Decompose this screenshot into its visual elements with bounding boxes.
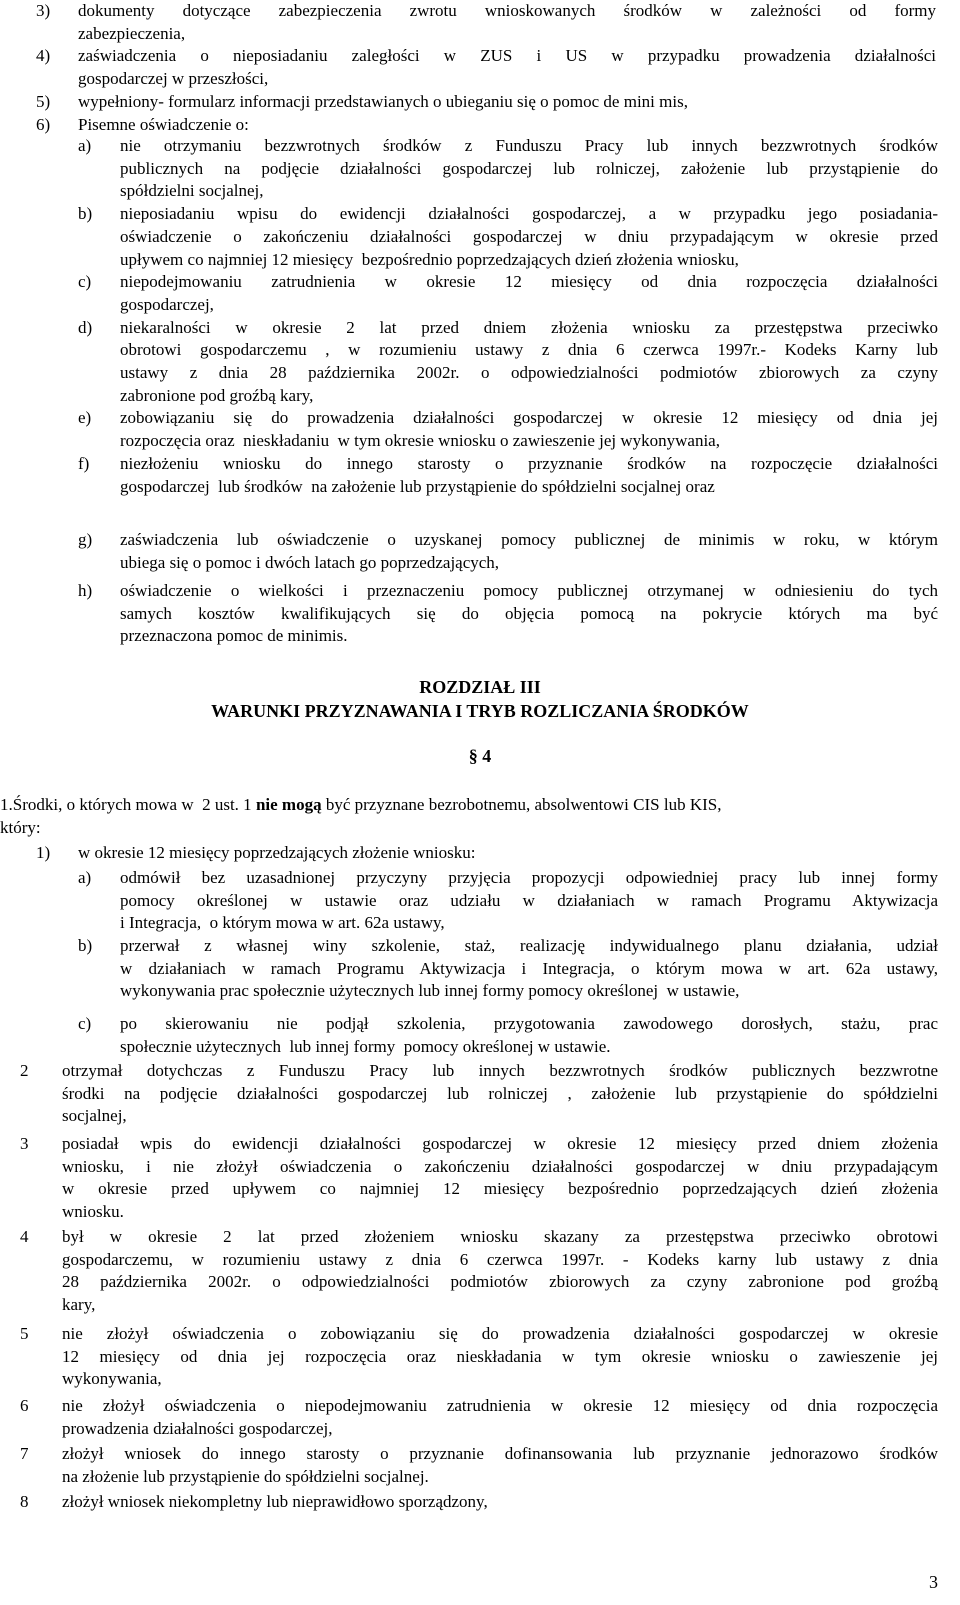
page-number: 3 (929, 1572, 938, 1592)
item-text-line: socjalnej, (62, 1106, 127, 1126)
item-number: 5) (36, 91, 51, 111)
item-text-line: 12 miesięcy od dnia jej rozpoczęcia oraz niesk​ładania w tym okresie wniosku o zawieszenie jej (62, 1346, 938, 1366)
item-number: 1) (36, 843, 51, 862)
item-text-line: złożył wniosek niekompletny lub nieprawidłowo sporządzony, (62, 1492, 488, 1511)
item-text-line: przerwał z własnej winy szkolenie, staż, realizację indywidualnego planu działania, udział (120, 936, 938, 955)
item-number: g) (78, 530, 93, 549)
item-number: d) (78, 317, 93, 337)
intro-text: być przyznane bezrobotnemu, absolwentowi CIS lub KIS, (321, 795, 722, 814)
item-text-line: dokumenty dotyczące zabezpieczenia zwrotu wnioskowanych środków w zależności od formy (78, 1, 936, 20)
item-number: c) (78, 272, 92, 292)
item-number: 6 (20, 1396, 29, 1415)
item-text-line: przeznaczona pomoc de minimis. (120, 626, 348, 646)
intro-bold: nie mogą (255, 795, 322, 814)
item-number: 4 (20, 1227, 29, 1246)
item-number: 4) (36, 46, 51, 66)
item-text-line: zaświadczenia o nieposiadaniu zaległości w ZUS i US w przypadku prowadzenia działalności (78, 46, 936, 66)
item-text-line: odmówił bez uzasadnionej przyczyny przyjęcia propozycji odpowiedniej pracy lub innej formy (120, 868, 938, 887)
item-text-line: wniosku, i nie złożył oświadczenia o zakończeniu działalności gospodarczej w dniu przypadającym (62, 1156, 938, 1176)
item-text-line: prowadzenia działalności gospodarczej, (62, 1418, 333, 1438)
item-text-line: zabezpieczenia, (78, 23, 186, 43)
item-text-line: posiadał wpis do ewidencji działalności gospodarczej w okresie 12 miesięcy przed dniem złożenia (62, 1134, 938, 1153)
item-text-line: spółdzielni socjalnej, (120, 181, 264, 201)
chapter-subtitle: WARUNKI PRZYZNAWANIA I TRYB ROZLICZANIA ŚRODKÓW (211, 701, 749, 721)
item-number: 8 (20, 1492, 29, 1511)
item-text-line: wykonywania prac społecznie użytecznych lub innej formy pomocy określonej w ustawie, (120, 981, 740, 1001)
item-number: e) (78, 408, 92, 428)
item-text-line: upływem co najmniej 12 miesięcy bezpośrednio poprzedzających dzień złożenia wniosku, (120, 249, 739, 269)
item-text-line: wykonywania, (62, 1369, 162, 1389)
item-text-line: był w okresie 2 lat przed złożeniem wniosku skazany za przestępstwa przeciwko obrotowi (62, 1227, 938, 1246)
item-number: 7 (20, 1444, 29, 1463)
item-text-line: zabronione pod groźbą kary, (120, 385, 314, 405)
intro-line (0, 794, 938, 816)
item-text-line: nie złożył oświadczenia o zobowiązaniu się do prowadzenia działalności gospodarczej w okresie (62, 1324, 938, 1343)
item-text-line: ustawy z dnia 28 października 2002r. o odpowiedzialności podmiotów zbiorowych za czyny (120, 363, 938, 382)
item-text-line: 28 października 2002r. o odpowiedzialności podmiotów zbiorowych za czyny zabronione pod groźbą (62, 1272, 938, 1292)
item-text-line: gospodarczemu, w rozumieniu ustawy z dnia 6 czerwca 1997r. - Kodeks karny lub ustawy z dnia (62, 1249, 938, 1269)
item-text-line: nie otrzymaniu bezzwrotnych środków z Funduszu Pracy lub innych bezzwrotnych środków (120, 136, 938, 155)
item-text-line: i Integracja, o którym mowa w art. 62a ustawy, (120, 913, 445, 933)
item-text-line: obrotowi gospodarczemu , w rozumieniu ustawy z dnia 6 czerwca 1997r.- Kodeks Karny lub (120, 340, 938, 360)
item-text-line: kary, (62, 1295, 96, 1315)
item-text-line: złożył wniosek do innego starosty o przyznanie dofinansowania lub przyznanie jednorazowo środków (62, 1444, 938, 1463)
item-text-line: Pisemne oświadczenie o: (78, 114, 249, 134)
item-number: f) (78, 453, 90, 473)
item-number: 3) (36, 1, 51, 20)
item-number: a) (78, 868, 92, 887)
item-number: c) (78, 1014, 92, 1033)
item-text-line: w okresie przed upływem co najmniej 12 miesięcy bezpośrednio poprzedzających dzień złożenia (62, 1179, 938, 1199)
item-text-line: ubiega się o pomoc i dwóch latach go poprzedzających, (120, 552, 500, 572)
chapter-title: ROZDZIAŁ III (419, 677, 541, 697)
intro-line-2: który: (0, 818, 41, 837)
item-text-line: oświadczenie o wielkości i przeznaczeniu pomocy publicznej otrzymanej w odniesieniu do tych (120, 581, 938, 600)
item-text-line: zobowiązaniu się do prowadzenia działalności gospodarczej w okresie 12 miesięcy od dnia jej (120, 408, 938, 428)
item-number: b) (78, 936, 93, 955)
item-text-line: niekaralności w okresie 2 lat przed dniem złożenia wniosku za przestępstwa przeciwko (120, 317, 938, 337)
item-number: 3 (20, 1134, 29, 1153)
item-text-line: samych kosztów kwalifikujących się do objęcia pomocą na pokrycie których ma być (120, 603, 938, 623)
item-text-line: gospodarczej, (120, 294, 214, 314)
item-text-line: po skierowaniu nie podjął szkolenia, przygotowania zawodowego dorosłych, stażu, prac (120, 1014, 938, 1033)
item-text-line: środki na podjęcie działalności gospodarczej lub rolniczej , założenie lub przystąpienie do spółdzielni (62, 1083, 938, 1103)
item-text-line: w okresie 12 miesięcy poprzedzających złożenie wniosku: (78, 843, 476, 862)
item-text-line: zaświadczenia lub oświadczenie o uzyskanej pomocy publicznej de minimis w roku, w którym (120, 530, 938, 549)
item-text-line: nieposiadaniu wpisu do ewidencji działalności gospodarczej, a w przypadku jego posiadania- (120, 204, 938, 224)
item-number: 5 (20, 1324, 29, 1343)
item-text-line: rozpoczęcia oraz niesk​ładaniu w tym okresie wniosku o zawieszenie jej wykonywania, (120, 431, 720, 451)
item-number: 2 (20, 1061, 29, 1080)
item-text-line: na złożenie lub przystąpienie do spółdzielni socjalnej. (62, 1466, 429, 1486)
item-text-line: wniosku. (62, 1202, 124, 1222)
item-number: b) (78, 204, 93, 224)
item-text-line: oświadczenie o zakończeniu działalności gospodarczej w dniu przypadającym w okresie przed (120, 226, 938, 246)
item-text-line: gospodarczej w przeszłości, (78, 69, 269, 89)
item-text-line: otrzymał dotychczas z Funduszu Pracy lub innych bezzwrotnych środków publicznych bezzwrotne (62, 1061, 938, 1080)
item-number: a) (78, 136, 92, 155)
item-text-line: w działaniach w ramach Programu Aktywizacja i Integracja, o którym mowa w art. 62a ustawy, (120, 958, 938, 978)
item-text-line: gospodarczej lub środków na założenie lub przystąpienie do spółdzielni socjalnej oraz (120, 476, 715, 496)
intro-text: 1.Środki, o których mowa w 2 ust. 1 (0, 795, 256, 814)
item-text-line: wypełniony- formularz informacji przedstawianych o ubieganiu się o pomoc de mini mis, (78, 91, 688, 111)
item-text-line: nie złożył oświadczenia o niepodejmowaniu zatrudnienia w okresie 12 miesięcy od dnia rozpoczęcia (62, 1396, 938, 1415)
item-text-line: niezłożeniu wniosku do innego starosty o przyznanie środków na rozpoczęcie działalności (120, 453, 938, 473)
item-number: 6) (36, 114, 51, 134)
item-number: h) (78, 581, 93, 600)
item-text-line: pomocy określonej w ustawie oraz udziału w działaniach w ramach Programu Aktywizacja (120, 890, 938, 910)
item-text-line: społecznie użytecznych lub innej formy pomocy określonej w ustawie. (120, 1036, 611, 1056)
item-text-line: publicznych na podjęcie działalności gospodarczej lub rolniczej, założenie lub przystąpienie do (120, 158, 938, 178)
section-mark: § 4 (468, 746, 492, 766)
item-text-line: niepodejmowaniu zatrudnienia w okresie 12 miesięcy od dnia rozpoczęcia działalności (120, 272, 938, 292)
